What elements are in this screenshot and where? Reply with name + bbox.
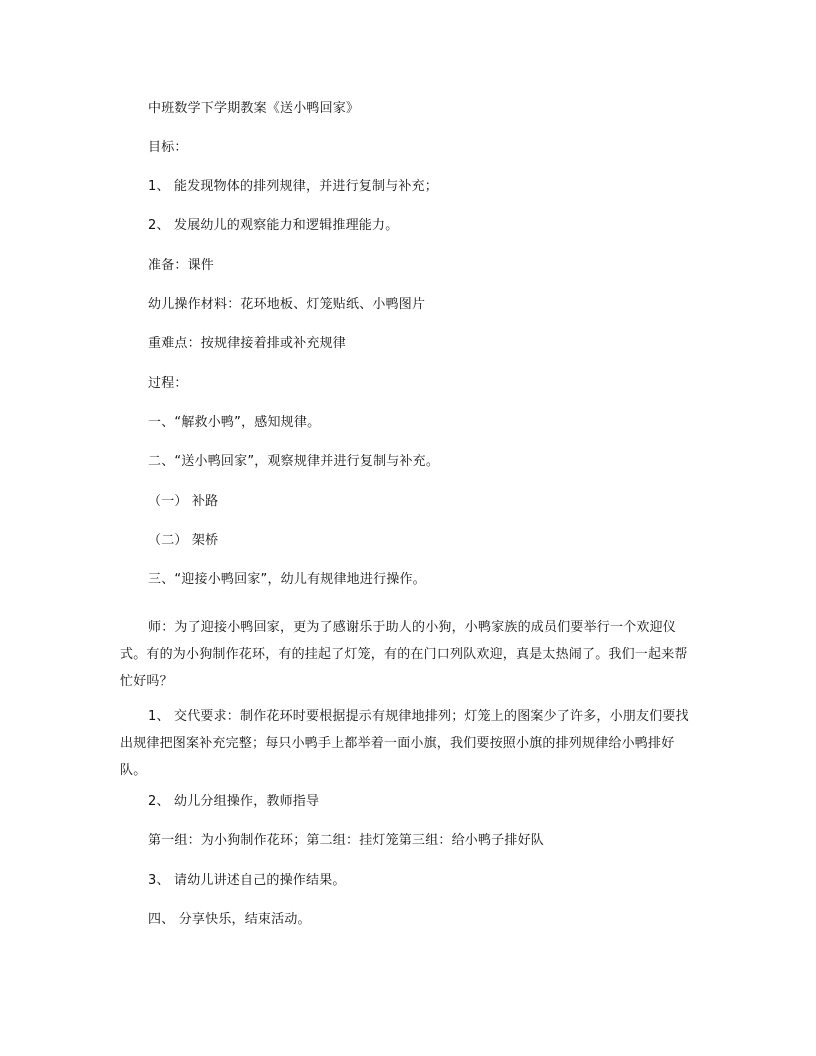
process-step-3-item-1: 1、 交代要求：制作花环时要根据提示有规律地排列；灯笼上的图案少了许多，小朋友们要找出规律把图案补充完整；每只小鸭手上都举着一面小旗，我们要按照小旗的排列规律给小鸭排好队。 <box>120 709 689 778</box>
process-step-2-sub-2: （二） 架桥 <box>148 533 219 548</box>
goal-heading: 目标： <box>148 140 188 155</box>
goal-item-2: 2、 发展幼儿的观察能力和逻辑推理能力。 <box>148 218 399 233</box>
preparation-line: 准备：课件 <box>148 258 215 273</box>
teacher-speech-paragraph: 师：为了迎接小鸭回家，更为了感谢乐于助人的小狗，小鸭家族的成员们要举行一个欢迎仪式。有的为小狗制作花环，有的挂起了灯笼，有的在门口列队欢迎，真是太热闹了。我们一起来帮忙好吗？ <box>120 620 688 689</box>
group-assignment-line: 第一组：为小狗制作花环；第二组：挂灯笼第三组：给小鸭子排好队 <box>148 833 545 848</box>
process-step-1: 一、“解救小鸭”，感知规律。 <box>148 415 321 430</box>
process-step-3-item-3: 3、 请幼儿讲述自己的操作结果。 <box>148 873 346 888</box>
process-step-2-sub-1: （一） 补路 <box>148 494 219 509</box>
process-step-3: 三、“迎接小鸭回家”，幼儿有规律地进行操作。 <box>148 572 426 587</box>
materials-line: 幼儿操作材料：花环地板、灯笼贴纸、小鸭图片 <box>148 297 426 312</box>
process-step-2: 二、“送小鸭回家”，观察规律并进行复制与补充。 <box>148 454 440 469</box>
process-step-4: 四、 分享快乐，结束活动。 <box>148 912 311 927</box>
goal-item-1: 1、 能发现物体的排列规律，并进行复制与补充； <box>148 179 439 194</box>
document-title: 中班数学下学期教案《送小鸭回家》 <box>148 101 360 116</box>
process-heading: 过程： <box>148 376 188 391</box>
process-step-3-item-2: 2、 幼儿分组操作，教师指导 <box>148 794 320 809</box>
key-points-line: 重难点：按规律接着排或补充规律 <box>148 336 347 351</box>
